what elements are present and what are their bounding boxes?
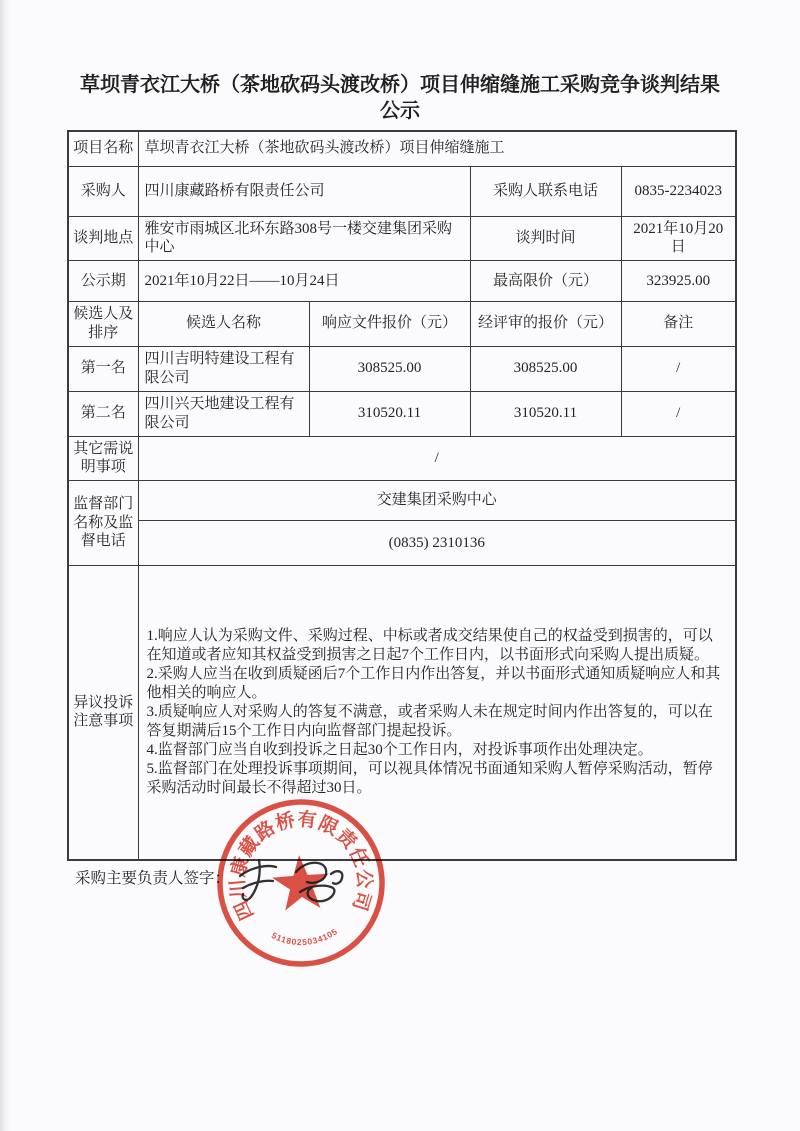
stamp-number: 5118025034105 bbox=[269, 925, 340, 948]
purchaser-value: 四川康藏路桥有限责任公司 bbox=[138, 166, 470, 216]
publicity-label: 公示期 bbox=[68, 261, 138, 302]
signer-label: 采购主要负责人签字： bbox=[75, 870, 231, 887]
candidate-1-rank: 第一名 bbox=[68, 346, 138, 391]
candidate-row-1 bbox=[68, 346, 736, 391]
signer-signature bbox=[236, 850, 356, 912]
supervision-phone-value: (0835) 2310136 bbox=[138, 521, 736, 566]
negotiation-place-value: 雅安市雨城区北环东路308号一楼交建集团采购中心 bbox=[138, 216, 470, 261]
publicity-value: 2021年10月22日——10月24日 bbox=[138, 261, 470, 302]
candidate-2-rank: 第二名 bbox=[68, 391, 138, 436]
project-name-label: 项目名称 bbox=[68, 131, 138, 166]
row-publicity bbox=[68, 261, 736, 302]
candidate-row-2 bbox=[68, 391, 736, 436]
complaint-notes-label: 异议投诉注意事项 bbox=[68, 566, 138, 860]
candidate-2-remark: / bbox=[621, 391, 736, 436]
project-name-value: 草坝青衣江大桥（茶地砍码头渡改桥）项目伸缩缝施工 bbox=[138, 131, 736, 166]
candidates-remark-header: 备注 bbox=[621, 302, 736, 347]
result-table bbox=[67, 130, 737, 861]
purchaser-phone-value: 0835-2234023 bbox=[621, 166, 736, 216]
negotiation-time-label: 谈判时间 bbox=[470, 216, 621, 261]
row-complaint-notes bbox=[68, 566, 736, 860]
supervision-label: 监督部门名称及监督电话 bbox=[68, 481, 138, 566]
page-title-line1: 草坝青衣江大桥（茶地砍码头渡改桥）项目伸缩缝施工采购竞争谈判结果 bbox=[80, 74, 720, 96]
row-supervision-phone bbox=[68, 521, 736, 566]
negotiation-place-label: 谈判地点 bbox=[68, 216, 138, 261]
negotiation-time-value: 2021年10月20日 bbox=[621, 216, 736, 261]
candidate-2-name: 四川兴天地建设工程有限公司 bbox=[138, 391, 309, 436]
complaint-item-5: 5.监督部门在处理投诉事项期间，可以视具体情况书面通知采购人暂停采购活动，暂停采购活动时间最长不得超过30日。 bbox=[146, 760, 713, 796]
candidates-evaluated-header: 经评审的报价（元） bbox=[470, 302, 621, 347]
candidates-name-header: 候选人名称 bbox=[138, 302, 309, 347]
row-candidates-header bbox=[68, 302, 736, 347]
purchaser-label: 采购人 bbox=[68, 166, 138, 216]
stamp-company-name: 四川康藏路桥有限责任公司 bbox=[227, 809, 375, 923]
row-project-name bbox=[68, 131, 736, 166]
candidate-1-bid: 308525.00 bbox=[309, 346, 470, 391]
page-title-line2: 公示 bbox=[380, 100, 420, 122]
row-other-notes bbox=[68, 436, 736, 481]
complaint-item-1: 1.响应人认为采购文件、采购过程、中标或者成交结果使自己的权益受到损害的，可以在知道或者应知其权益受到损害之日起7个工作日内，以书面形式向采购人提出质疑。 bbox=[146, 627, 713, 663]
candidate-1-remark: / bbox=[621, 346, 736, 391]
purchaser-phone-label: 采购人联系电话 bbox=[470, 166, 621, 216]
row-supervision-dept bbox=[68, 481, 736, 521]
complaint-item-2: 2.采购人应当在收到质疑函后7个工作日内作出答复，并以书面形式通知质疑响应人和其他相关的响应人。 bbox=[146, 665, 721, 701]
row-negotiation bbox=[68, 216, 736, 261]
candidate-2-bid: 310520.11 bbox=[309, 391, 470, 436]
supervision-dept-value: 交建集团采购中心 bbox=[138, 481, 736, 521]
max-price-label: 最高限价（元） bbox=[470, 261, 621, 302]
max-price-value: 323925.00 bbox=[621, 261, 736, 302]
candidate-1-name: 四川吉明特建设工程有限公司 bbox=[138, 346, 309, 391]
page-title bbox=[40, 72, 760, 124]
row-purchaser bbox=[68, 166, 736, 216]
svg-text:5118025034105 bbox=[269, 926, 340, 950]
other-notes-value: / bbox=[138, 436, 736, 481]
complaint-item-3: 3.质疑响应人对采购人的答复不满意，或者采购人未在规定时间内作出答复的，可以在答复期满后15个工作日内向监督部门提起投诉。 bbox=[146, 703, 713, 739]
complaint-item-4: 4.监督部门应当自收到投诉之日起30个工作日内，对投诉事项作出处理决定。 bbox=[146, 741, 653, 758]
candidates-bid-header: 响应文件报价（元） bbox=[309, 302, 470, 347]
candidate-1-evaluated: 308525.00 bbox=[470, 346, 621, 391]
candidates-rank-header: 候选人及排序 bbox=[68, 302, 138, 347]
candidate-2-evaluated: 310520.11 bbox=[470, 391, 621, 436]
other-notes-label: 其它需说明事项 bbox=[68, 436, 138, 481]
